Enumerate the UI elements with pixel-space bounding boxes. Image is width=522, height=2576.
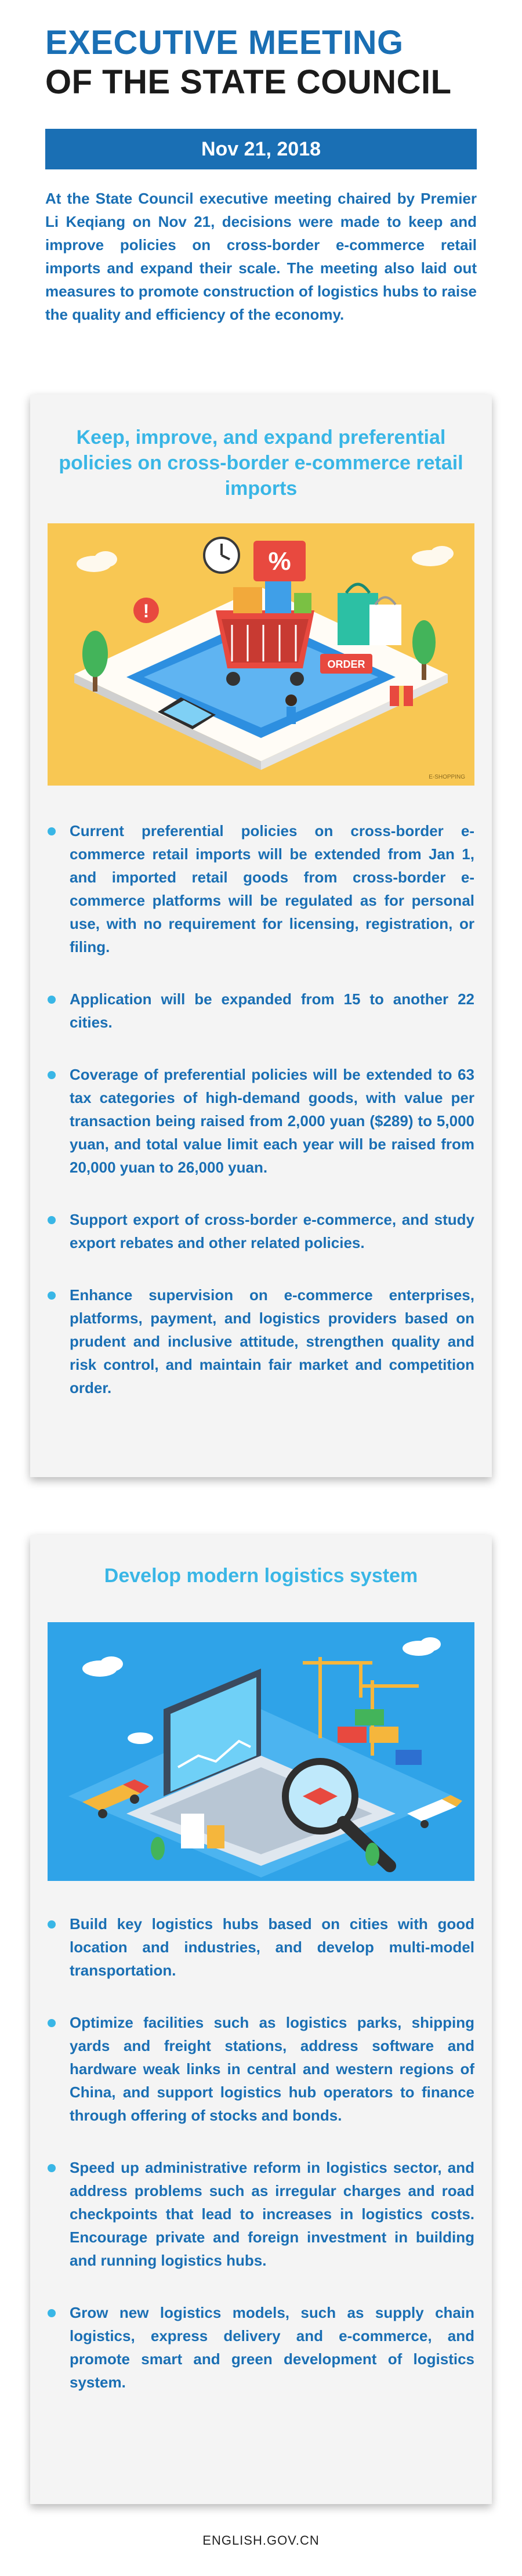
bullet-dot-icon [48, 1291, 56, 1300]
clock-icon [204, 538, 239, 573]
bullet-dot-icon [48, 2019, 56, 2027]
laptop-logistics-illustration [48, 1622, 474, 1881]
order-tag-label: ORDER [327, 659, 365, 670]
person-icon [285, 694, 297, 724]
list-item-text: Support export of cross-border e-commerce, and study export rebates and other related policies. [70, 1211, 474, 1251]
list-item-text: Application will be expanded from 15 to another 22 cities. [70, 990, 474, 1031]
list-item [48, 1912, 474, 1982]
list-item-text: Optimize facilities such as logistics parks, shipping yards and freight stations, address software and hardware weak links in central and western regions of China, and support logistics hub operators to finance through offering of stocks and bonds. [70, 2014, 474, 2124]
list-item [48, 2011, 474, 2127]
bullet-dot-icon [48, 2309, 56, 2317]
list-item [48, 1208, 474, 1254]
bullet-dot-icon [48, 1216, 56, 1224]
list-item-text: Coverage of preferential policies will be extended to 63 tax categories of high-demand goods, with value per transaction being raised from 2,000 yuan ($289) to 5,000 yuan, and total value limit each year will be raised from 20,000 yuan to 26,000 yuan. [70, 1066, 474, 1176]
bullet-dot-icon [48, 1071, 56, 1079]
list-item-text: Grow new logistics models, such as supply chain logistics, express delivery and e-commerce, and promote smart and green development of logistics system. [70, 2304, 474, 2391]
list-item [48, 1063, 474, 1179]
section-title-ecommerce: Keep, improve, and expand preferential policies on cross-border e-commerce retail imports [59, 426, 463, 500]
ecommerce-policy-list [48, 819, 474, 1428]
list-item [48, 1283, 474, 1399]
list-item [48, 2156, 474, 2272]
bullet-dot-icon [48, 2164, 56, 2172]
logistics-policy-list [48, 1912, 474, 2423]
intro-paragraph: At the State Council executive meeting chaired by Premier Li Keqiang on Nov 21, decisions were made to keep and improve policies on cross-border e-commerce retail imports and expand their scale. The meeting also laid out measures to promote construction of logistics hubs to raise the quality and efficiency of the economy. [45, 190, 477, 323]
title-line-1: EXECUTIVE MEETING [45, 24, 404, 61]
list-item [48, 819, 474, 958]
percent-label: % [268, 547, 291, 576]
section-card-logistics [30, 1535, 492, 2504]
bullet-dot-icon [48, 827, 56, 835]
title-line-2: OF THE STATE COUNCIL [45, 63, 452, 101]
section-card-ecommerce [30, 395, 492, 1477]
date-banner: Nov 21, 2018 [45, 129, 477, 169]
percent-sign-icon [253, 541, 306, 581]
list-item [48, 2301, 474, 2394]
alert-sign-icon [133, 598, 159, 623]
bullet-dot-icon [48, 996, 56, 1004]
ecommerce-illustration [48, 523, 474, 786]
svg-text:!: ! [143, 600, 150, 621]
illustration-corner-label: E-SHOPPING [429, 774, 465, 780]
logistics-illustration [48, 1622, 474, 1881]
gift-box-icon [390, 686, 413, 706]
list-item-text: Enhance supervision on e-commerce enterprises, platforms, payment, and logistics providers based on prudent and inclusive attitude, strengthen quality and risk control, and maintain fair market and competition order. [70, 1286, 474, 1396]
source-footer: ENGLISH.GOV.CN [202, 2533, 320, 2548]
bullet-dot-icon [48, 1920, 56, 1929]
list-item-text: Speed up administrative reform in logistics sector, and address problems such as irregular charges and road checkpoints that lead to increases in logistics costs. Encourage private and foreign investment in building and running logistics hubs. [70, 2159, 474, 2269]
list-item-text: Current preferential policies on cross-border e-commerce retail imports will be extended from Jan 1, and imported retail goods from cross-border e-commerce platforms will be regulated as for personal use, with no requirement for licensing, registration, or filing. [70, 822, 474, 956]
shopping-cart-illustration [48, 523, 474, 786]
list-item [48, 987, 474, 1034]
order-tag-icon [320, 654, 372, 674]
list-item-text: Build key logistics hubs based on cities with good location and industries, and develop multi-model transportation. [70, 1915, 474, 1979]
shopping-bag-icon [338, 584, 401, 645]
section-title-logistics: Develop modern logistics system [104, 1565, 418, 1587]
